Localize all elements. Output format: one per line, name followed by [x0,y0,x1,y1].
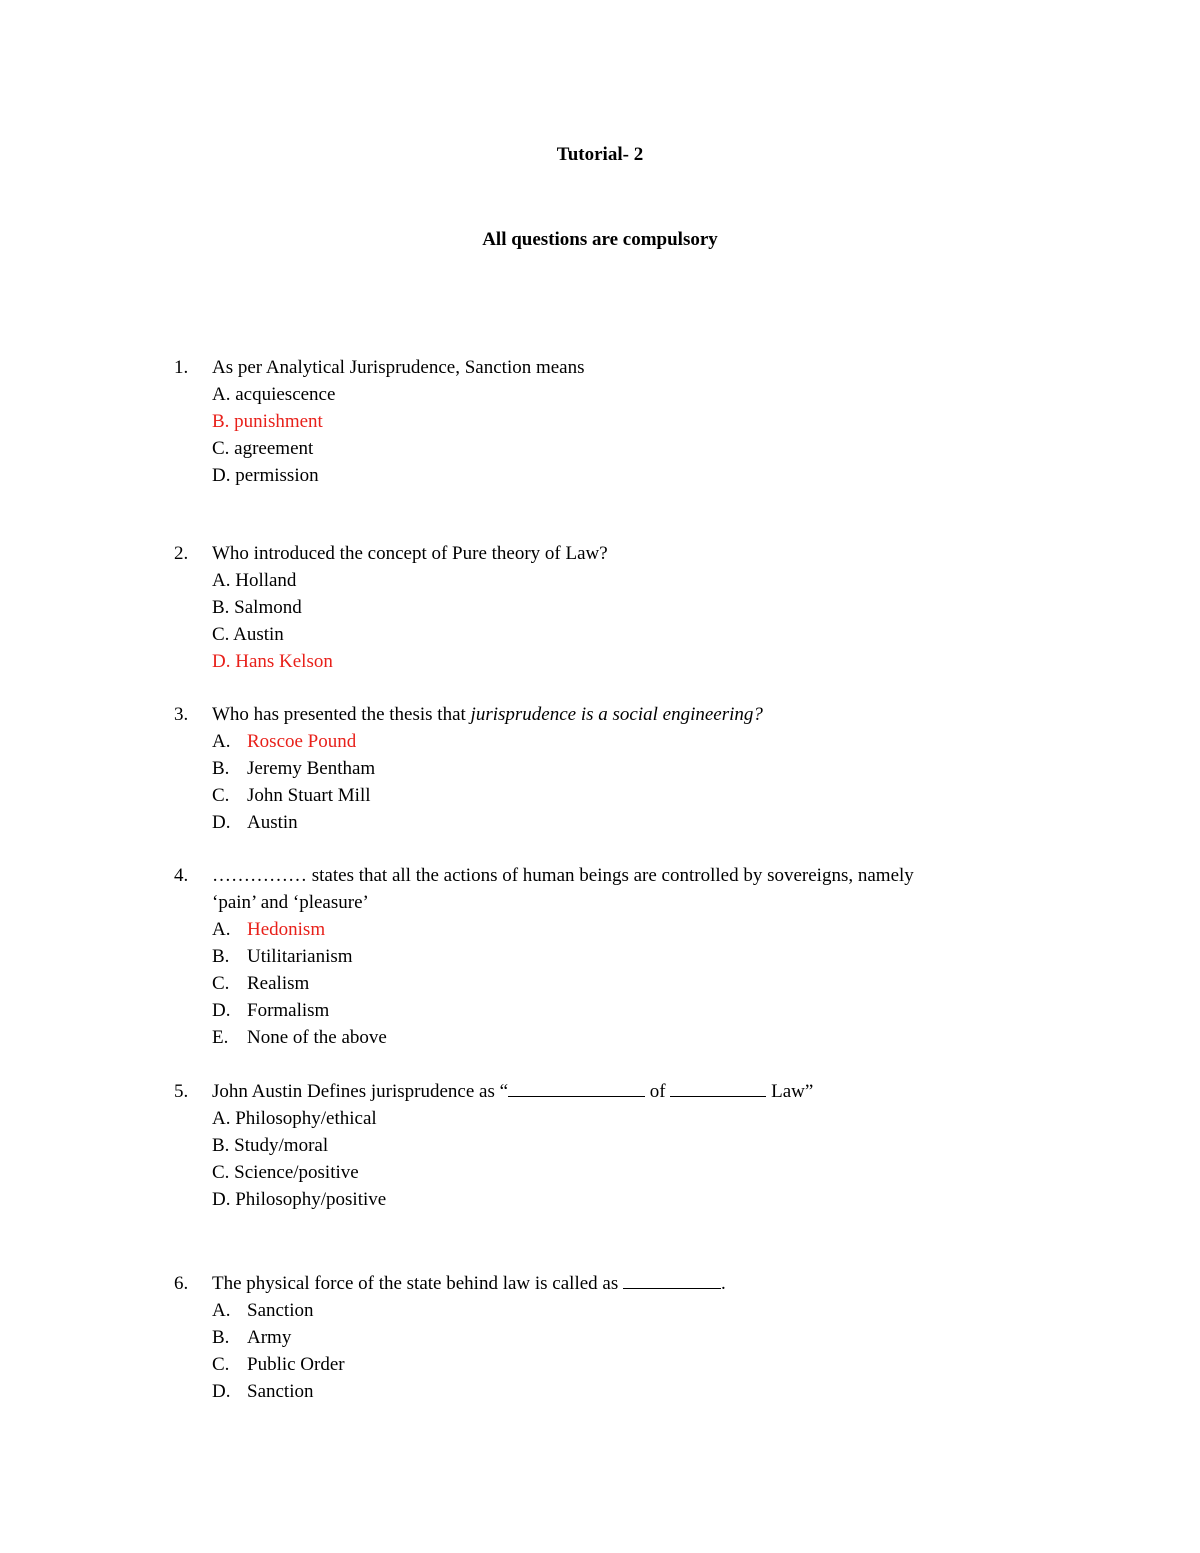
correct-answer: Hedonism [247,919,326,940]
option-b: B. Jeremy Bentham [212,758,376,779]
question-text: John Austin Defines jurisprudence as “ [212,1081,509,1102]
option-d: D. Austin [212,812,298,833]
question-2 [174,540,1074,675]
question-text: …………… states that all the actions of human beings are controlled by sovereigns, namely [212,865,914,886]
option-b [174,408,1074,435]
question-stem: 6. The physical force of the state behind law is called as . [174,1270,1074,1297]
correct-answer: B. punishment [212,411,323,432]
option-d: D. Formalism [212,1000,330,1021]
question-6 [174,1270,1074,1405]
question-number: 2. [174,543,189,564]
question-text: The physical force of the state behind law is called as [212,1273,623,1294]
question-stem [174,862,1074,889]
question-number: 5. [174,1081,189,1102]
option-a: A. Roscoe Pound [174,728,1074,755]
option-b: B. Study/moral [212,1135,329,1156]
option-d [174,648,1074,675]
question-text-italic: jurisprudence is a social engineering? [470,704,763,725]
option-d: D. Philosophy/positive [212,1189,387,1210]
question-stem [174,354,1074,381]
question-text: ‘pain’ and ‘pleasure’ [212,892,369,913]
option-d: D. permission [212,465,319,486]
question-text: Who introduced the concept of Pure theory of Law? [212,543,608,564]
question-number: 3. [174,704,189,725]
question-number: 4. [174,865,189,886]
question-stem [174,540,1074,567]
option-c: C. Realism [212,973,310,994]
option-e: E. None of the above [212,1027,387,1048]
question-4 [174,862,1074,1051]
question-text: As per Analytical Jurisprudence, Sanction means [212,357,585,378]
correct-answer: D. Hans Kelson [212,651,333,672]
option-a: A. Hedonism [174,916,1074,943]
document-subtitle: All questions are compulsory [482,229,718,250]
question-number: 6. [174,1273,189,1294]
option-c: C. Austin [212,624,284,645]
question-1 [174,354,1074,489]
question-stem-continued [174,889,1074,916]
option-c: C. Public Order [212,1354,345,1375]
question-number: 1. [174,357,189,378]
answer-blank [508,1078,645,1097]
question-stem: 5. John Austin Defines jurisprudence as “ of Law” [174,1078,1074,1105]
option-d: D. Sanction [212,1381,314,1402]
option-b: B. Army [212,1327,292,1348]
correct-answer: Roscoe Pound [247,731,357,752]
answer-blank [670,1078,766,1097]
question-3 [174,701,1074,836]
option-a: A. Sanction [212,1300,314,1321]
option-c: C. John Stuart Mill [212,785,371,806]
option-b: B. Utilitarianism [212,946,353,967]
option-a: A. Philosophy/ethical [212,1108,377,1129]
question-text: Who has presented the thesis that [212,704,471,725]
option-a: A. Holland [212,570,297,591]
document-title: Tutorial- 2 [556,144,644,165]
question-stem [174,701,1074,728]
option-b: B. Salmond [212,597,302,618]
option-c: C. agreement [212,438,314,459]
option-c: C. Science/positive [212,1162,359,1183]
option-a: A. acquiescence [212,384,336,405]
answer-blank [623,1270,721,1289]
question-5 [174,1078,1074,1213]
